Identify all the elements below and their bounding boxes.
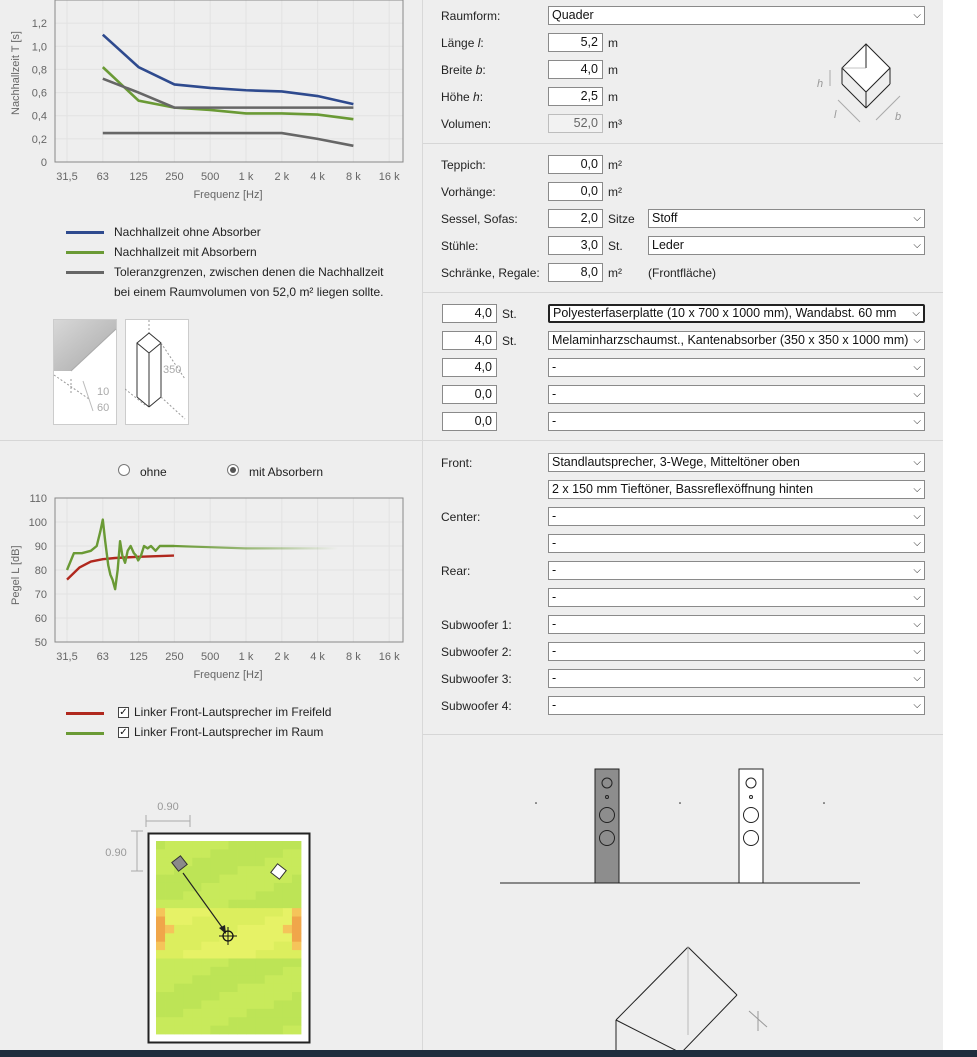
level-xtick: 2 k <box>274 651 290 663</box>
speaker-front-right-icon <box>739 769 763 883</box>
schraenke-label: Schränke, Regale: <box>441 266 540 280</box>
radio-mit-absorbern[interactable] <box>227 464 239 476</box>
absorber-count-5[interactable]: 0,0 <box>442 412 497 431</box>
center-type-select[interactable]: - ⌵ <box>548 507 925 526</box>
legend-label-freifeld: Linker Front-Lautsprecher im Freifeld <box>134 705 332 719</box>
reverb-xtick: 250 <box>165 171 184 183</box>
reverb-xtick: 1 k <box>238 171 254 183</box>
reverb-ytick: 0,6 <box>31 87 47 100</box>
level-xtick: 500 <box>201 651 220 663</box>
legend-label-mit: Nachhallzeit mit Absorbern <box>114 245 257 259</box>
laenge-input[interactable]: 5,2 <box>548 33 603 52</box>
subwoofer-1-label: Subwoofer 1: <box>441 618 512 632</box>
reverb-xtick: 500 <box>201 171 220 183</box>
absorber-type-select-1[interactable]: Polyesterfaserplatte (10 x 700 x 1000 mm), Wandabst. 60 mm ⌵ <box>548 304 925 323</box>
volumen-value: 52,0 <box>548 114 603 133</box>
reverb-ytick: 0 <box>40 157 47 169</box>
sessel-input[interactable]: 2,0 <box>548 209 603 228</box>
legend-label-toleranz: Toleranzgrenzen, zwischen denen die Nachhallzeit <box>114 265 384 279</box>
level-ytick: 60 <box>34 613 47 625</box>
center-variant-select[interactable]: - ⌵ <box>548 534 925 553</box>
subwoofer-3-label: Subwoofer 3: <box>441 672 512 686</box>
rear-label: Rear: <box>441 564 471 578</box>
absorber-type-select-3[interactable]: - ⌵ <box>548 358 925 377</box>
subwoofer-2-select[interactable]: - ⌵ <box>548 642 925 661</box>
legend-swatch-mit <box>66 251 104 254</box>
laenge-unit: m <box>608 36 618 50</box>
stuehle-label: Stühle: <box>441 239 479 253</box>
breite-unit: m <box>608 63 618 77</box>
reverb-ytick: 0,2 <box>31 133 47 146</box>
absorber-thumb-plate[interactable] <box>53 319 117 425</box>
absorber-count-1[interactable]: 4,0 <box>442 304 497 323</box>
level-series-line <box>67 556 174 580</box>
reverb-xtick: 2 k <box>274 171 290 183</box>
divider <box>423 143 943 144</box>
subwoofer-4-select[interactable]: - ⌵ <box>548 696 925 715</box>
room-map <box>100 795 320 1050</box>
front-label: Front: <box>441 456 473 470</box>
level-ytick: 110 <box>29 493 47 505</box>
absorber-type-select-4[interactable]: - ⌵ <box>548 385 925 404</box>
vorhaenge-input[interactable]: 0,0 <box>548 182 603 201</box>
level-ytick: 70 <box>34 589 47 601</box>
hoehe-unit: m <box>608 90 618 104</box>
subwoofer-1-select[interactable]: - ⌵ <box>548 615 925 634</box>
cube-b-label: b <box>895 111 902 123</box>
radio-ohne-label: ohne <box>140 465 167 479</box>
front-variant-select[interactable]: 2 x 150 mm Tieftöner, Bassreflexöffnung hinten ⌵ <box>548 480 925 499</box>
level-xtick: 63 <box>96 651 109 663</box>
level-ytick: 100 <box>28 517 47 529</box>
laenge-label: Länge l: <box>441 36 484 50</box>
level-ytick: 50 <box>34 637 47 649</box>
hoehe-input[interactable]: 2,5 <box>548 87 603 106</box>
level-chart <box>0 490 422 685</box>
thumb-dim-60: 60 <box>97 402 110 414</box>
rear-variant-select[interactable]: - ⌵ <box>548 588 925 607</box>
room-dim-x: 0.90 <box>157 801 179 813</box>
divider <box>423 292 943 293</box>
cube-h-label: h <box>817 78 824 90</box>
level-xtick: 16 k <box>378 651 400 663</box>
absorber-count-4[interactable]: 0,0 <box>442 385 497 404</box>
rear-type-select[interactable]: - ⌵ <box>548 561 925 580</box>
vorhaenge-label: Vorhänge: <box>441 185 496 199</box>
stuehle-material-select[interactable]: Leder ⌵ <box>648 236 925 255</box>
breite-label: Breite b: <box>441 63 486 77</box>
level-xtick: 125 <box>129 651 148 663</box>
level-ytick: 80 <box>34 565 47 577</box>
reverb-xtick: 4 k <box>310 171 325 183</box>
volumen-label: Volumen: <box>441 117 492 131</box>
absorber-thumb-corner[interactable] <box>125 319 189 425</box>
divider <box>0 440 422 441</box>
stuehle-input[interactable]: 3,0 <box>548 236 603 255</box>
front-type-select[interactable]: Standlautsprecher, 3-Wege, Mitteltöner oben ⌵ <box>548 453 925 472</box>
level-xtick: 8 k <box>346 651 361 663</box>
absorber-unit-1: St. <box>502 307 517 321</box>
speaker-layout-diagram <box>423 735 943 1050</box>
schraenke-unit: m² <box>608 266 622 280</box>
sessel-material-select[interactable]: Stoff ⌵ <box>648 209 925 228</box>
reverb-xlabel: Frequenz [Hz] <box>193 189 263 201</box>
reverb-xtick: 31,5 <box>56 171 78 183</box>
subwoofer-3-select[interactable]: - ⌵ <box>548 669 925 688</box>
checkbox-raum[interactable]: ✓ <box>119 727 128 738</box>
reverb-series-line <box>103 133 354 146</box>
level-xtick: 4 k <box>310 651 325 663</box>
sessel-label: Sessel, Sofas: <box>441 212 518 226</box>
reverb-ytick: 1,0 <box>31 41 47 54</box>
stuehle-unit: St. <box>608 239 623 253</box>
reverb-ytick: 1,2 <box>31 18 47 31</box>
level-xlabel: Frequenz [Hz] <box>193 669 263 681</box>
cube-l-label: l <box>834 109 837 121</box>
absorber-count-2[interactable]: 4,0 <box>442 331 497 350</box>
subwoofer-2-label: Subwoofer 2: <box>441 645 512 659</box>
level-series-line <box>67 520 174 590</box>
reverb-xtick: 16 k <box>378 171 400 183</box>
breite-input[interactable]: 4,0 <box>548 60 603 79</box>
level-ytick: 90 <box>34 541 47 553</box>
room-dim-y: 0.90 <box>105 847 127 859</box>
room-perspective-icon <box>616 947 767 1050</box>
raumform-label: Raumform: <box>441 9 501 23</box>
legend-label-ohne: Nachhallzeit ohne Absorber <box>114 225 261 239</box>
radio-mit-label: mit Absorbern <box>249 465 324 479</box>
speaker-front-left-icon <box>595 769 619 883</box>
teppich-unit: m² <box>608 158 622 172</box>
hoehe-label: Höhe h: <box>441 90 484 104</box>
level-ylabel: Pegel L [dB] <box>10 545 22 605</box>
center-label: Center: <box>441 510 481 524</box>
raumform-select[interactable]: Quader ⌵ <box>548 6 925 25</box>
volumen-unit: m³ <box>608 117 622 131</box>
checkbox-freifeld[interactable]: ✓ <box>119 707 128 718</box>
reverb-xtick: 125 <box>129 171 148 183</box>
teppich-label: Teppich: <box>441 158 486 172</box>
absorber-type-select-5[interactable]: - ⌵ <box>548 412 925 431</box>
cube-diagram <box>812 38 912 128</box>
thumb-dim-350: 350 <box>163 364 182 376</box>
reverb-ytick: 0,4 <box>31 110 47 123</box>
subwoofer-4-label: Subwoofer 4: <box>441 699 512 713</box>
absorber-unit-2: St. <box>502 334 517 348</box>
level-xtick: 31,5 <box>56 651 78 663</box>
teppich-input[interactable]: 0,0 <box>548 155 603 174</box>
thumb-dim-10: 10 <box>97 386 110 398</box>
legend-label-raum: Linker Front-Lautsprecher im Raum <box>134 725 324 739</box>
reverb-series-line <box>103 79 354 108</box>
radio-ohne[interactable] <box>118 464 130 476</box>
absorber-type-select-2[interactable]: Melaminharzschaumst., Kantenabsorber (350 x 350 x 1000 mm) ⌵ <box>548 331 925 350</box>
absorber-count-3[interactable]: 4,0 <box>442 358 497 377</box>
legend-swatch-ohne <box>66 231 104 234</box>
legend-label-toleranz-cont: bei einem Raumvolumen von 52,0 m² liegen sollte. <box>114 285 384 299</box>
divider <box>423 440 943 441</box>
reverb-chart <box>0 0 422 205</box>
schraenke-note: (Frontfläche) <box>648 266 717 280</box>
schraenke-input[interactable]: 8,0 <box>548 263 603 282</box>
legend-swatch-toleranz <box>66 271 104 274</box>
level-xtick: 1 k <box>238 651 254 663</box>
reverb-xtick: 8 k <box>346 171 361 183</box>
legend-swatch-raum <box>66 732 104 735</box>
legend-swatch-freifeld <box>66 712 104 715</box>
level-xtick: 250 <box>165 651 184 663</box>
bottom-bar <box>0 1050 977 1057</box>
sessel-unit: Sitze <box>608 212 635 226</box>
vorhaenge-unit: m² <box>608 185 622 199</box>
reverb-xtick: 63 <box>96 171 109 183</box>
reverb-ytick: 0,8 <box>31 64 47 77</box>
reverb-ylabel: Nachhallzeit T [s] <box>10 31 22 115</box>
